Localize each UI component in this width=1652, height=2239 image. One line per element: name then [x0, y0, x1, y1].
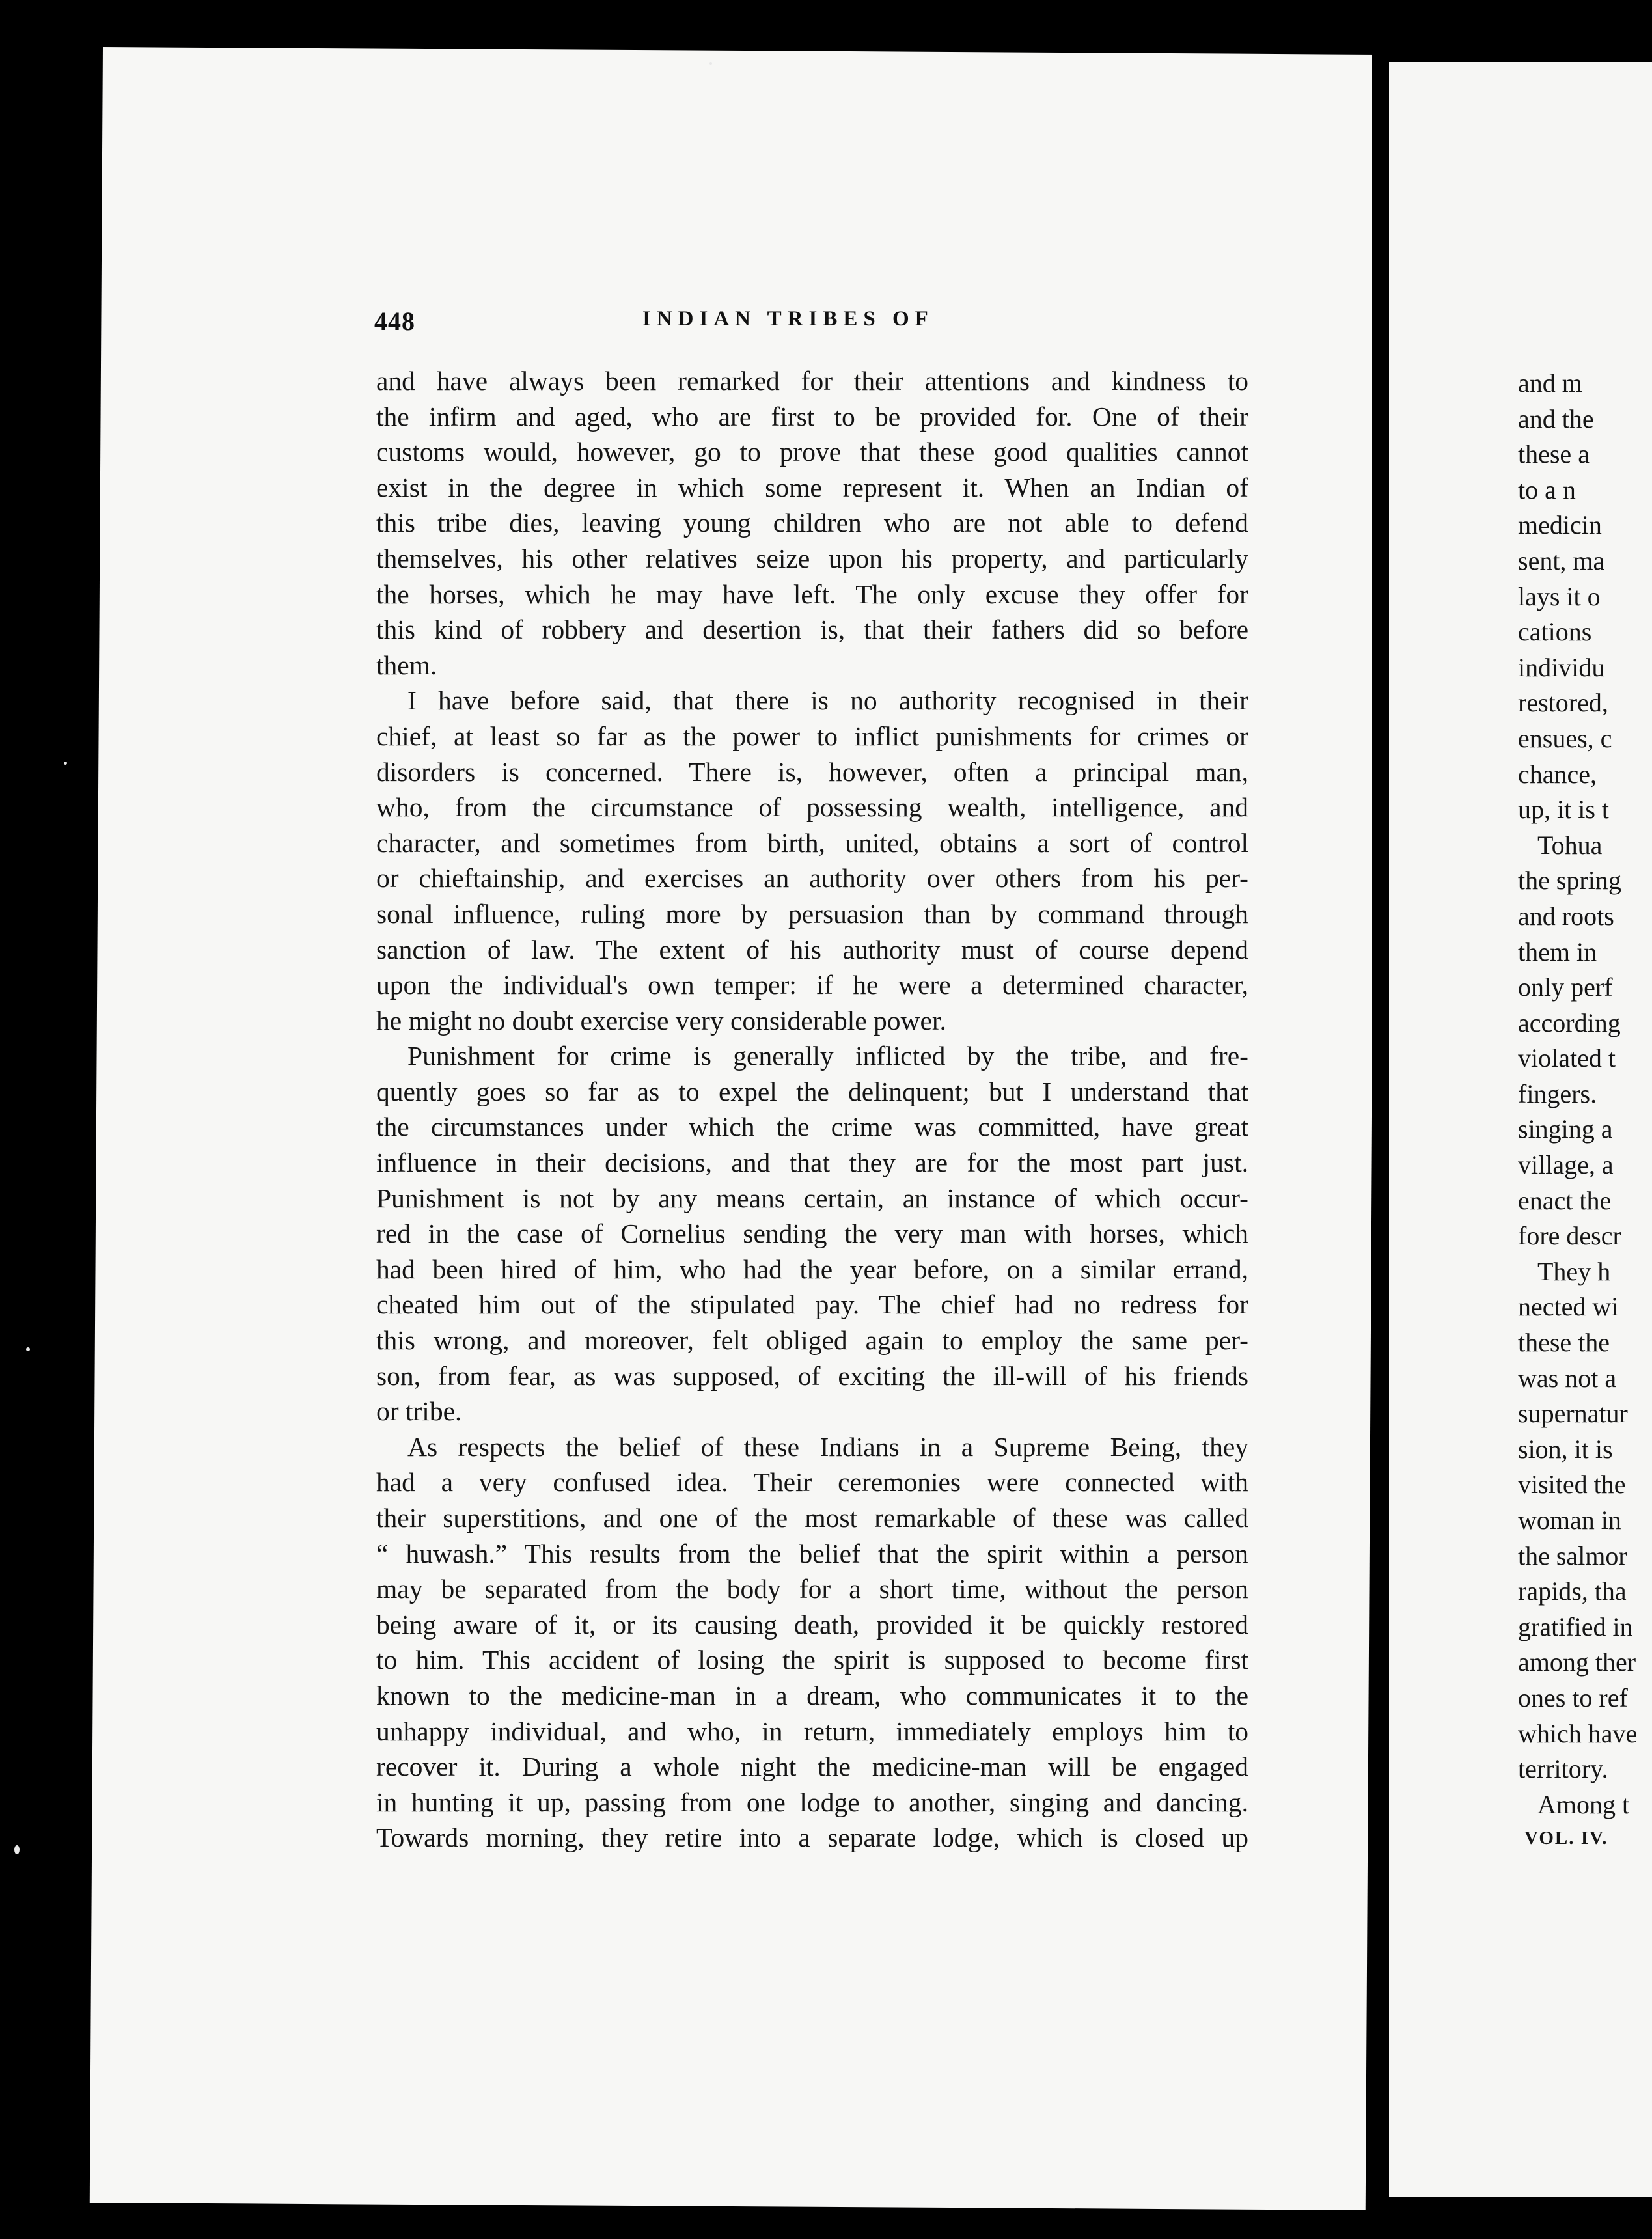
text-line: upon the individual's own temper: if he were a determined character, [376, 970, 1248, 1000]
text-line: this kind of robbery and desertion is, that their fathers did so before [376, 614, 1248, 645]
facing-text-line: fore descr [1518, 1221, 1621, 1251]
scan-speck [26, 1347, 30, 1351]
text-line: the circumstances under which the crime was committed, have great [376, 1112, 1248, 1142]
facing-text-line: and roots [1518, 901, 1614, 931]
facing-text-line: nected wi [1518, 1292, 1619, 1322]
text-line: who, from the circumstance of possessing wealth, intelligence, and [376, 792, 1248, 823]
scan-speck [64, 762, 67, 765]
facing-text-line: which have [1518, 1718, 1638, 1748]
text-line: their superstitions, and one of the most remarkable of these was called [376, 1503, 1248, 1533]
text-line: Punishment is not by any means certain, an instance of which occur- [376, 1183, 1248, 1213]
text-line: customs would, however, go to prove that these good qualities cannot [376, 437, 1248, 467]
facing-text-line: these the [1518, 1328, 1610, 1358]
text-line: red in the case of Cornelius sending the very man with horses, which [376, 1218, 1248, 1249]
facing-text-line: medicin [1518, 510, 1602, 540]
facing-text-line: up, it is t [1518, 795, 1610, 825]
page-header [374, 306, 1246, 345]
facing-text-line: rapids, tha [1518, 1576, 1627, 1606]
facing-page-text [1518, 366, 1648, 1822]
text-line: or tribe. [376, 1396, 462, 1427]
facing-text-line: fingers. [1518, 1078, 1597, 1108]
text-line: son, from fear, as was supposed, of exciting the ill-will of his friends [376, 1360, 1248, 1391]
text-line: the horses, which he may have left. The only excuse they offer for [376, 579, 1248, 609]
facing-text-line: village, a [1518, 1150, 1614, 1180]
facing-text-line: cations [1518, 617, 1592, 647]
facing-text-line: Among t [1537, 1789, 1630, 1819]
facing-text-line: territory. [1518, 1754, 1608, 1784]
facing-text-line: the salmor [1518, 1541, 1627, 1571]
facing-text-line: enact the [1518, 1185, 1612, 1215]
text-line: Towards morning, they retire into a separate lodge, which is closed up [376, 1822, 1248, 1853]
facing-text-line: Tohua [1537, 830, 1603, 860]
running-head: INDIAN TRIBES OF [642, 307, 934, 331]
main-text-block [376, 363, 1248, 1856]
text-line: exist in the degree in which some represent it. When an Indian of [376, 472, 1248, 502]
text-line: recover it. During a whole night the medicine-man will be engaged [376, 1751, 1248, 1782]
facing-text-line: ensues, c [1518, 723, 1612, 753]
text-line: in hunting it up, passing from one lodge to another, singing and dancing. [376, 1787, 1248, 1817]
text-line: to him. This accident of losing the spirit is supposed to become first [376, 1645, 1248, 1675]
facing-text-line: them in [1518, 937, 1597, 967]
facing-text-line: restored, [1518, 688, 1608, 718]
text-line: or chieftainship, and exercises an authority over others from his per- [376, 863, 1248, 894]
text-line: disorders is concerned. There is, however, often a principal man, [376, 756, 1248, 787]
facing-text-line: only perf [1518, 972, 1613, 1002]
text-line: and have always been remarked for their attentions and kindness to [376, 366, 1248, 396]
text-line: cheated him out of the stipulated pay. The chief had no redress for [376, 1289, 1248, 1320]
facing-page-footer: VOL. IV. [1524, 1828, 1608, 1848]
facing-text-line: individu [1518, 652, 1605, 682]
text-line: I have before said, that there is no authority recognised in their [407, 685, 1248, 716]
text-line: sanction of law. The extent of his authority must of course depend [376, 934, 1248, 965]
scan-speck [14, 1845, 20, 1854]
facing-text-line: They h [1537, 1256, 1611, 1286]
text-line: “ huwash.” This results from the belief that the spirit within a person [376, 1538, 1248, 1569]
facing-text-line: and m [1518, 368, 1582, 398]
text-line: chief, at least so far as the power to inflict punishments for crimes or [376, 721, 1248, 751]
text-line: had a very confused idea. Their ceremonies were connected with [376, 1467, 1248, 1498]
facing-text-line: gratified in [1518, 1612, 1633, 1641]
text-line: this wrong, and moreover, felt obliged again to employ the same per- [376, 1325, 1248, 1356]
text-line: being aware of it, or its causing death, provided it be quickly restored [376, 1609, 1248, 1640]
facing-text-line: sion, it is [1518, 1434, 1613, 1464]
text-line: sonal influence, ruling more by persuasion than by command through [376, 898, 1248, 929]
text-line: character, and sometimes from birth, united, obtains a sort of control [376, 827, 1248, 858]
facing-text-line: according [1518, 1008, 1621, 1037]
facing-text-line: sent, ma [1518, 545, 1605, 575]
facing-text-line: lays it o [1518, 581, 1601, 611]
text-line: As respects the belief of these Indians in a Supreme Being, they [407, 1431, 1248, 1462]
facing-text-line: chance, [1518, 759, 1597, 789]
facing-text-line: to a n [1518, 474, 1576, 504]
page-number: 448 [374, 307, 415, 336]
facing-text-line: and the [1518, 404, 1594, 433]
facing-text-line: woman in [1518, 1505, 1621, 1535]
text-line: this tribe dies, leaving young children who are not able to defend [376, 508, 1248, 538]
text-line: quently goes so far as to expel the delinquent; but I understand that [376, 1076, 1248, 1106]
facing-text-line: visited the [1518, 1470, 1626, 1500]
text-line: them. [376, 650, 437, 680]
text-line: known to the medicine-man in a dream, who communicates it to the [376, 1680, 1248, 1710]
page-gutter [1372, 52, 1389, 2219]
facing-text-line: these a [1518, 439, 1590, 469]
facing-text-line: ones to ref [1518, 1683, 1628, 1712]
text-line: he might no doubt exercise very considerable power. [376, 1005, 946, 1036]
text-line: themselves, his other relatives seize upon his property, and particularly [376, 543, 1248, 573]
text-line: influence in their decisions, and that they are for the most part just. [376, 1147, 1248, 1178]
facing-text-line: singing a [1518, 1114, 1613, 1144]
text-line: may be separated from the body for a short time, without the person [376, 1574, 1248, 1604]
text-line: the infirm and aged, who are first to be provided for. One of their [376, 401, 1248, 432]
text-line: had been hired of him, who had the year before, on a similar errand, [376, 1254, 1248, 1284]
text-line: Punishment for crime is generally inflicted by the tribe, and fre- [407, 1041, 1248, 1071]
scan-speck [709, 62, 712, 65]
facing-text-line: supernatur [1518, 1399, 1628, 1429]
text-line: unhappy individual, and who, in return, immediately employs him to [376, 1716, 1248, 1746]
facing-text-line: among ther [1518, 1647, 1636, 1677]
facing-text-line: violated t [1518, 1043, 1616, 1073]
facing-text-line: was not a [1518, 1363, 1617, 1393]
facing-text-line: the spring [1518, 866, 1621, 896]
